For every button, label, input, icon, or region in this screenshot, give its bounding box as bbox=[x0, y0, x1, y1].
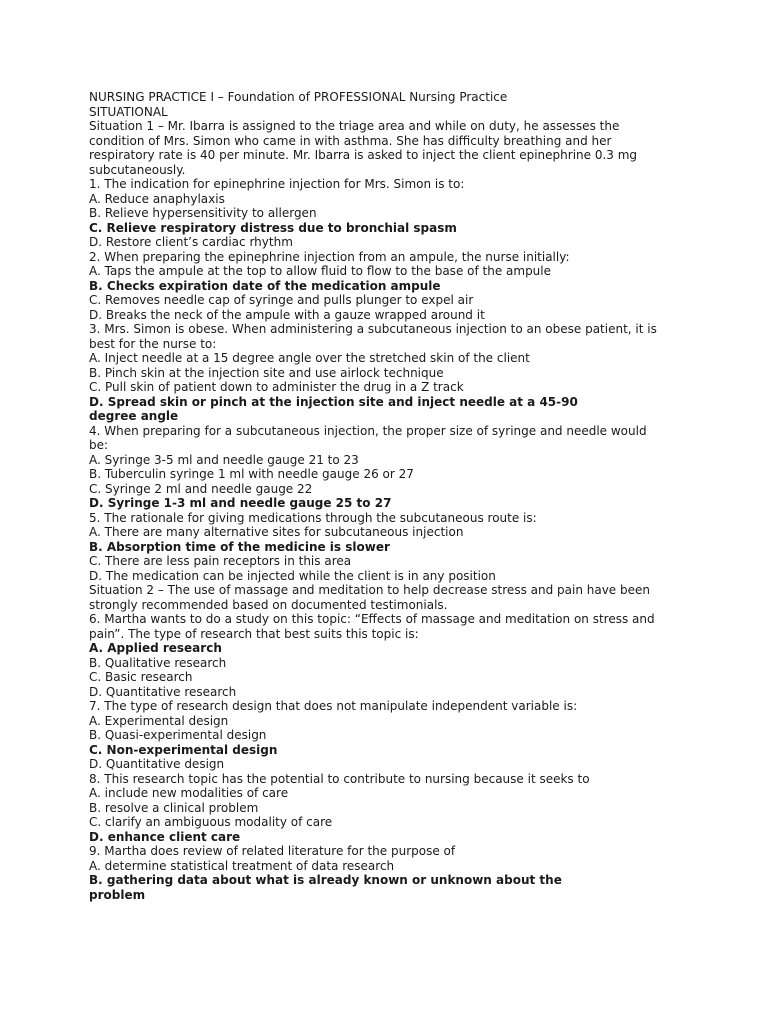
answer-option: A. Applied research bbox=[89, 641, 222, 655]
document-title: NURSING PRACTICE I – Foundation of PROFESSIONAL Nursing Practice bbox=[89, 90, 508, 104]
option-text: B. Relieve hypersensitivity to allergen bbox=[89, 206, 317, 220]
question-8: 8. This research topic has the potential to contribute to nursing because it seeks to bbox=[89, 771, 590, 786]
option-text: B. Pinch skin at the injection site and use airlock technique bbox=[89, 365, 444, 380]
option-text: C. Pull skin of patient down to administer the drug in a Z track bbox=[89, 380, 464, 394]
situation-2-text: Situation 2 – The use of massage and meditation to help decrease stress and pain have been strongly recommended based on documented testimonials. bbox=[89, 583, 650, 612]
option-text: A. Taps the ampule at the top to allow fluid to flow to the base of the ampule bbox=[89, 264, 552, 278]
option-text: A. Inject needle at a 15 degree angle over the stretched skin of the client bbox=[89, 351, 530, 365]
question-1: 1. The indication for epinephrine injection for Mrs. Simon is to: bbox=[89, 177, 465, 191]
question-5: 5. The rationale for giving medications through the subcutaneous route is: bbox=[89, 510, 537, 525]
answer-option: C. Relieve respiratory distress due to bronchial spasm bbox=[89, 220, 457, 235]
option-text: A. Syringe 3-5 ml and needle gauge 21 to 23 bbox=[89, 452, 359, 467]
option-text: B. Qualitative research bbox=[89, 655, 227, 670]
question-3: 3. Mrs. Simon is obese. When administering a subcutaneous injection to an obese patient, it is best for the nurse to: bbox=[89, 322, 657, 351]
option-text: A. include new modalities of care bbox=[89, 786, 289, 800]
option-text: A. determine statistical treatment of data research bbox=[89, 858, 395, 873]
question-9: 9. Martha does review of related literature for the purpose of bbox=[89, 844, 456, 858]
option-text: B. Quasi-experimental design bbox=[89, 728, 267, 742]
option-text: C. Removes needle cap of syringe and pulls plunger to expel air bbox=[89, 293, 474, 307]
option-text: D. Quantitative research bbox=[89, 684, 237, 699]
answer-option: C. Non-experimental design bbox=[89, 742, 278, 757]
option-text: D. Breaks the neck of the ampule with a gauze wrapped around it bbox=[89, 307, 485, 322]
answer-option: B. Checks expiration date of the medication ampule bbox=[89, 278, 441, 293]
document-page bbox=[89, 90, 664, 902]
option-text: A. There are many alternative sites for subcutaneous injection bbox=[89, 525, 464, 539]
question-7: 7. The type of research design that does not manipulate independent variable is: bbox=[89, 699, 578, 713]
option-text: A. Reduce anaphylaxis bbox=[89, 191, 225, 206]
question-4: 4. When preparing for a subcutaneous injection, the proper size of syringe and needle would be: bbox=[89, 423, 647, 452]
option-text: B. resolve a clinical problem bbox=[89, 800, 259, 815]
answer-option: B. Absorption time of the medicine is slower bbox=[89, 539, 390, 554]
answer-option: D. Syringe 1-3 ml and needle gauge 25 to 27 bbox=[89, 496, 392, 510]
answer-option: D. enhance client care bbox=[89, 829, 241, 844]
option-text: C. Basic research bbox=[89, 670, 193, 684]
answer-option: B. gathering data about what is already known or unknown about the problem bbox=[89, 873, 562, 902]
answer-option: D. Spread skin or pinch at the injection site and inject needle at a 45-90 degree angle bbox=[89, 394, 578, 423]
question-6: 6. Martha wants to do a study on this topic: “Effects of massage and meditation on stress and pain”. The type of research that best suits this topic is: bbox=[89, 612, 655, 641]
option-text: C. Syringe 2 ml and needle gauge 22 bbox=[89, 481, 313, 496]
option-text: D. Restore client’s cardiac rhythm bbox=[89, 235, 293, 249]
question-2: 2. When preparing the epinephrine injection from an ampule, the nurse initially: bbox=[89, 249, 570, 264]
option-text: C. There are less pain receptors in this area bbox=[89, 554, 352, 568]
option-text: D. The medication can be injected while the client is in any position bbox=[89, 568, 496, 583]
option-text: C. clarify an ambiguous modality of care bbox=[89, 815, 333, 829]
option-text: A. Experimental design bbox=[89, 713, 229, 728]
option-text: D. Quantitative design bbox=[89, 757, 225, 771]
situation-1-text: Situation 1 – Mr. Ibarra is assigned to the triage area and while on duty, he assesses the condition of Mrs. Simon who came in with asthma. She has difficulty breathing and her respiratory rate is 40 per minute. Mr. Ibarra is asked to inject the client epinephrine 0.3 mg subcutaneously. bbox=[89, 119, 638, 177]
section-label: SITUATIONAL bbox=[89, 104, 168, 119]
option-text: B. Tuberculin syringe 1 ml with needle gauge 26 or 27 bbox=[89, 467, 414, 481]
